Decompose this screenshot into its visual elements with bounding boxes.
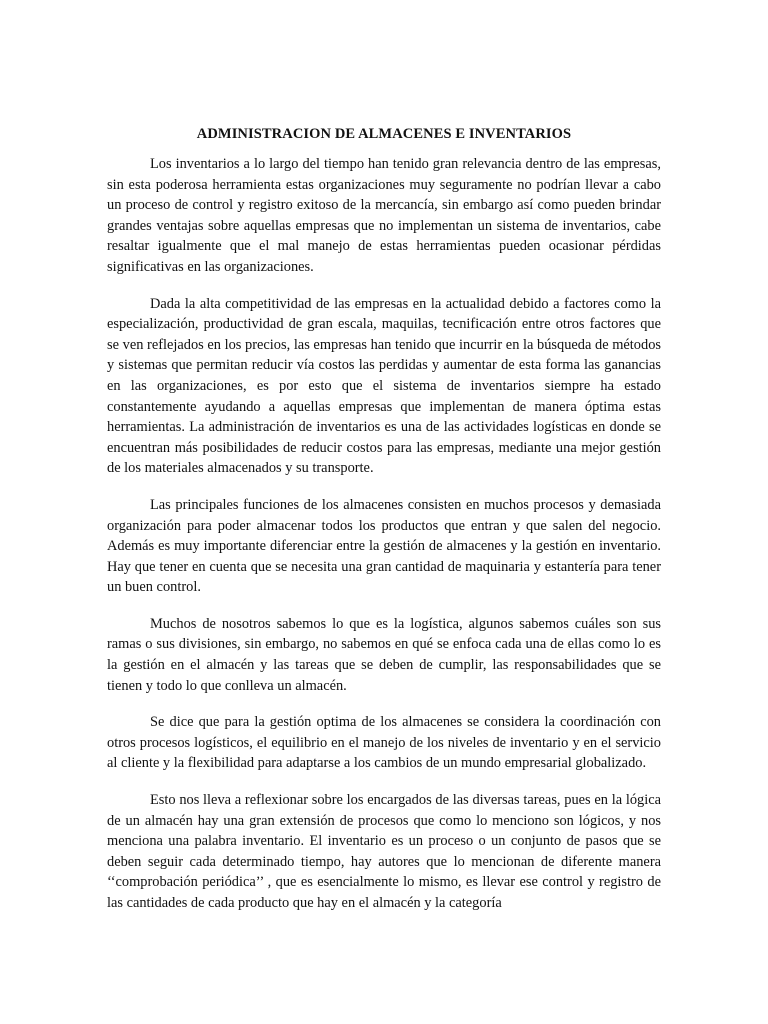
document-body xyxy=(107,124,661,930)
paragraph-3: Las principales funciones de los almacenes consisten en muchos procesos y demasiada organización para poder almacenar todos los productos que entran y que salen del negocio. Además es muy importante diferenciar entre la gestión de almacenes y la gestión en inventario. Hay que tener en cuenta que se necesita una gran cantidad de maquinaria y estantería para tener un buen control. xyxy=(107,496,661,596)
paragraph-4: Muchos de nosotros sabemos lo que es la logística, algunos sabemos cuáles son sus ramas o sus divisiones, sin embargo, no sabemos en qué se enfoca cada una de ellas como lo es la gestión en el almacén y las tareas que se deben de cumplir, las responsabilidades que se tienen y todo lo que conlleva un almacén. xyxy=(107,615,661,694)
document-title: ADMINISTRACION DE ALMACENES E INVENTARIOS xyxy=(196,126,572,142)
paragraph-6: Esto nos lleva a reflexionar sobre los encargados de las diversas tareas, pues en la lógica de un almacén hay una gran extensión de procesos que como lo menciono son lógicos, y nos menciona una palabra inventario. El inventario es un proceso o un conjunto de pasos que se deben seguir cada determinado tiempo, hay autores que lo mencionan de diferente manera ‘‘comprobación periódica’’ , que es esencialmente lo mismo, es llevar ese control y registro de las cantidades de cada producto que hay en el almacén y la categoría xyxy=(107,792,661,911)
paragraph-1: Los inventarios a lo largo del tiempo han tenido gran relevancia dentro de las empresas, sin esta poderosa herramienta estas organizaciones muy seguramente no podrían llevar a cabo un proceso de control y registro exitoso de la mercancía, sin embargo así como pueden brindar grandes ventajas sobre aquellas empresas que no implementan un sistema de inventarios, cabe resaltar igualmente que el mal manejo de estas herramientas pueden ocasionar pérdidas significativas en las organizaciones. xyxy=(107,156,661,275)
paragraph-2: Dada la alta competitividad de las empresas en la actualidad debido a factores como la especialización, productividad de gran escala, maquilas, tecnificación entre otros factores que se ven reflejados en los precios, las empresas han tenido que incurrir en la búsqueda de métodos y sistemas que permitan reducir vía costos las perdidas y aumentar de esta forma las ganancias en las organizaciones, es por esto que el sistema de inventarios siempre ha estado constantemente ayudando a aquellas empresas que implementan de manera óptima estas herramientas. La administración de inventarios es una de las actividades logísticas en donde se encuentran más posibilidades de reducir costos para las empresas, mediante una mejor gestión de los materiales almacenados y su transporte. xyxy=(107,295,661,477)
paragraph-5: Se dice que para la gestión optima de los almacenes se considera la coordinación con otros procesos logísticos, el equilibrio en el manejo de los niveles de inventario y en el servicio al cliente y la flexibilidad para adaptarse a los cambios de un mundo empresarial globalizado. xyxy=(107,714,661,772)
